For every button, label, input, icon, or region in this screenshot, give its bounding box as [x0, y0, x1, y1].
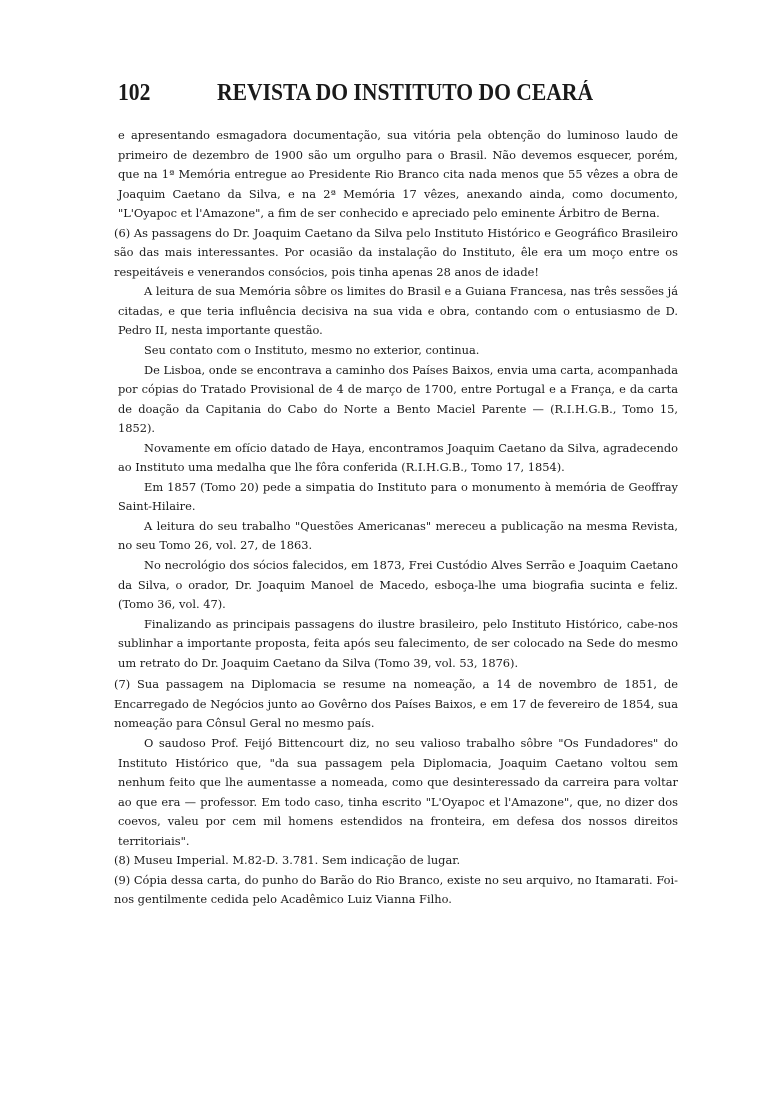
- paragraph: Em 1857 (Tomo 20) pede a simpatia do Instituto para o monumento à memória de Geoffray Saint-Hilaire.: [118, 479, 678, 514]
- footnote-6: (6) As passagens do Dr. Joaquim Caetano da Silva pelo Instituto Histórico e Geográfico Brasileiro são das mais interessantes. Por ocasião da instalação do Instituto, êle era um moço entre os respeitáveis e venerandos consócios, pois tinha apenas 28 anos de idade!: [114, 225, 678, 279]
- paragraph: e apresentando esmagadora documentação, sua vitória pela obtenção do luminoso laudo de primeiro de dezembro de 1900 são um orgulho para o Brasil. Não devemos esquecer, porém, que na 1ª Memória entregue ao Presidente Rio Branco cita nada menos que 55 vêzes a obra de Joaquim Caetano da Silva, e na 2ª Memória 17 vêzes, anexando ainda, como documento, "L'Oyapoc et l'Amazone", a fim de ser conhecido e apreciado pelo eminente Árbitro de Berna.: [118, 128, 678, 221]
- paragraph: Novamente em ofício datado de Haya, encontramos Joaquim Caetano da Silva, agradecendo ao Instituto uma medalha que lhe fôra conferida (R.I.H.G.B., Tomo 17, 1854).: [118, 440, 678, 475]
- paragraph: A leitura do seu trabalho "Questões Americanas" mereceu a publicação na mesma Revista, no seu Tomo 26, vol. 27, de 1863.: [118, 518, 678, 553]
- page-number: 102: [118, 80, 151, 106]
- paragraph: De Lisboa, onde se encontrava a caminho dos Países Baixos, envia uma carta, acompanhada por cópias do Tratado Provisional de 4 de março de 1700, entre Portugal e a França, e da carta de doação da Capitania do Cabo do Norte a Bento Maciel Parente — (R.I.H.G.B., Tomo 15, 1852).: [118, 362, 678, 436]
- footnote-7: (7) Sua passagem na Diplomacia se resume na nomeação, a 14 de novembro de 1851, de Encarregado de Negócios junto ao Govêrno dos Países Baixos, e em 17 de fevereiro de 1854, sua nomeação para Cônsul Geral no mesmo país.: [114, 677, 678, 731]
- paragraph: Finalizando as principais passagens do ilustre brasileiro, pelo Instituto Histórico, cabe-nos sublinhar a importante proposta, feita após seu falecimento, de ser colocado na Sede do mesmo um retrato do Dr. Joaquim Caetano da Silva (Tomo 39, vol. 53, 1876).: [118, 616, 678, 670]
- footnote-8: (8) Museu Imperial. M.82-D. 3.781. Sem indicação de lugar.: [114, 853, 461, 868]
- footnote-9: (9) Cópia dessa carta, do punho do Barão do Rio Branco, existe no seu arquivo, no Itamarati. Foi-nos gentilmente cedida pelo Acadêmico Luiz Vianna Filho.: [114, 872, 678, 907]
- page-header: [118, 80, 622, 112]
- paragraph: Seu contato com o Instituto, mesmo no exterior, continua.: [144, 343, 480, 358]
- running-title: REVISTA DO INSTITUTO DO CEARÁ: [217, 80, 594, 106]
- paragraph: A leitura de sua Memória sôbre os limites do Brasil e a Guiana Francesa, nas três sessões já citadas, e que teria influência decisiva na sua vida e obra, contando com o entusiasmo de D. Pedro II, nesta importante questão.: [118, 284, 678, 338]
- page-body: [114, 126, 678, 910]
- paragraph: No necrológio dos sócios falecidos, em 1873, Frei Custódio Alves Serrão e Joaquim Caetano da Silva, o orador, Dr. Joaquim Manoel de Macedo, esboça-lhe uma biografia sucinta e feliz. (Tomo 36, vol. 47).: [118, 558, 678, 612]
- paragraph: O saudoso Prof. Feijó Bittencourt diz, no seu valioso trabalho sôbre "Os Fundadores" do Instituto Histórico que, "da sua passagem pela Diplomacia, Joaquim Caetano voltou sem nenhum feito que lhe aumentasse a nomeada, como que desinteressado da carreira para voltar ao que era — professor. Em todo caso, tinha escrito "L'Oyapoc et l'Amazone", que, no dizer dos coevos, valeu por cem mil homens estendidos na fronteira, em defesa dos nossos direitos territoriais".: [118, 735, 678, 848]
